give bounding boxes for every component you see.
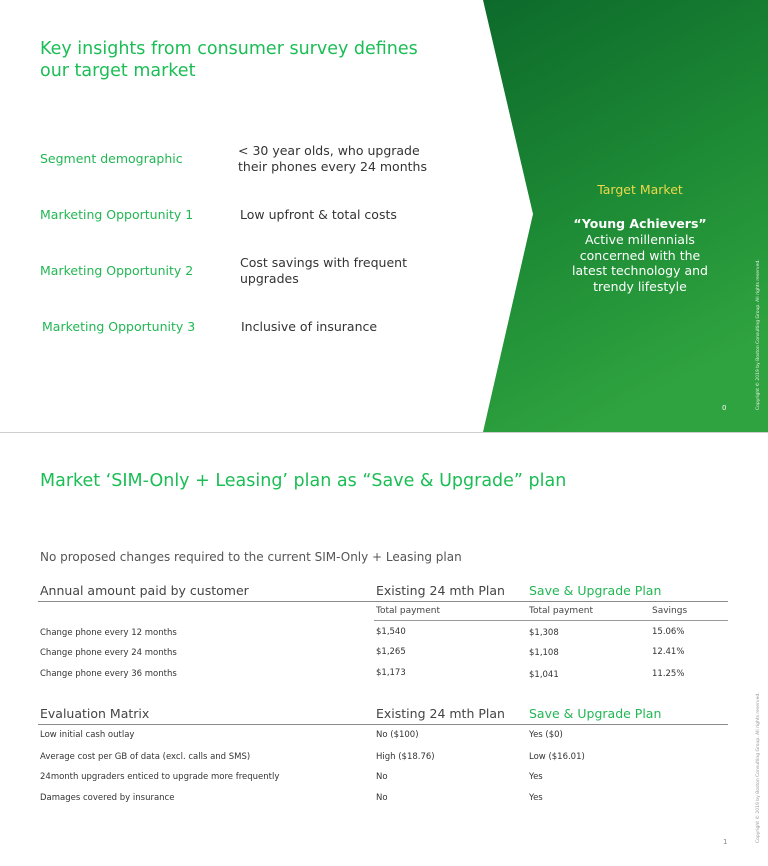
savings-value: 12.41% bbox=[652, 647, 685, 657]
save-value: $1,041 bbox=[529, 670, 559, 680]
segment-demographic-value bbox=[238, 143, 438, 175]
savings-value: 11.25% bbox=[652, 669, 685, 679]
table-rule bbox=[38, 601, 728, 602]
evaluation-matrix-header: Evaluation Matrix bbox=[40, 706, 150, 721]
row-label: Low initial cash outlay bbox=[40, 730, 135, 740]
save-value: Yes bbox=[529, 793, 543, 803]
value-line: upgrades bbox=[240, 271, 299, 286]
save-value: Yes ($0) bbox=[529, 730, 563, 740]
slide-title-line-1: Key insights from consumer survey defines bbox=[40, 39, 418, 59]
existing-value: No bbox=[376, 793, 388, 803]
row-label: Damages covered by insurance bbox=[40, 793, 175, 803]
existing-value: No bbox=[376, 772, 388, 782]
value-line: Low upfront & total costs bbox=[240, 207, 397, 222]
existing-value: High ($18.76) bbox=[376, 752, 435, 762]
row-label: 24month upgraders enticed to upgrade more frequently bbox=[40, 772, 280, 782]
slide-subtitle: No proposed changes required to the current SIM-Only + Leasing plan bbox=[40, 550, 462, 564]
value-line: < 30 year olds, who upgrade bbox=[238, 143, 420, 158]
save-upgrade-plan-header: Save & Upgrade Plan bbox=[529, 583, 662, 598]
segment-demographic-label: Segment demographic bbox=[40, 151, 183, 166]
save-value: $1,108 bbox=[529, 648, 559, 658]
slide-title: Market ‘SIM-Only + Leasing’ plan as “Save & Upgrade” plan bbox=[40, 471, 567, 491]
save-value: Low ($16.01) bbox=[529, 752, 585, 762]
target-segment-name: “Young Achievers” bbox=[573, 216, 707, 231]
marketing-opportunity-2-label: Marketing Opportunity 2 bbox=[40, 263, 194, 278]
value-line: their phones every 24 months bbox=[238, 159, 427, 174]
existing-plan-header: Existing 24 mth Plan bbox=[376, 706, 505, 721]
row-label: Change phone every 12 months bbox=[40, 628, 177, 638]
slide-target-market bbox=[0, 0, 768, 432]
save-upgrade-plan-header: Save & Upgrade Plan bbox=[529, 706, 662, 721]
description-line: trendy lifestyle bbox=[593, 278, 687, 294]
save-value: $1,308 bbox=[529, 628, 559, 638]
slide-title bbox=[40, 38, 418, 82]
existing-plan-header: Existing 24 mth Plan bbox=[376, 583, 505, 598]
existing-value: No ($100) bbox=[376, 730, 419, 740]
subheader-rule bbox=[374, 620, 728, 621]
target-market-heading: Target Market bbox=[597, 182, 683, 197]
table-rule bbox=[38, 724, 728, 725]
existing-total-payment-subheader: Total payment bbox=[376, 606, 440, 616]
target-segment-description bbox=[560, 232, 720, 294]
page-number: 0 bbox=[722, 404, 727, 412]
row-label: Average cost per GB of data (excl. calls and SMS) bbox=[40, 752, 251, 762]
save-total-payment-subheader: Total payment bbox=[529, 606, 593, 616]
description-line: concerned with the bbox=[579, 247, 701, 263]
slide-save-upgrade-plan bbox=[0, 433, 768, 866]
slide-title-line-2: our target market bbox=[40, 61, 196, 81]
savings-subheader: Savings bbox=[652, 606, 688, 616]
marketing-opportunity-1-value bbox=[240, 207, 440, 223]
marketing-opportunity-1-label: Marketing Opportunity 1 bbox=[40, 207, 194, 222]
marketing-opportunity-3-label: Marketing Opportunity 3 bbox=[42, 319, 196, 334]
description-line: Active millennials bbox=[585, 232, 695, 247]
existing-value: $1,265 bbox=[376, 647, 406, 657]
savings-value: 15.06% bbox=[652, 627, 685, 637]
save-value: Yes bbox=[529, 772, 543, 782]
marketing-opportunity-3-value bbox=[241, 319, 441, 335]
row-label: Change phone every 36 months bbox=[40, 669, 177, 679]
value-line: Inclusive of insurance bbox=[241, 319, 378, 334]
copyright-notice: Copyright © 2019 by Boston Consulting Group. All rights reserved. bbox=[756, 259, 761, 410]
existing-value: $1,540 bbox=[376, 627, 406, 637]
existing-value: $1,173 bbox=[376, 668, 406, 678]
row-label: Change phone every 24 months bbox=[40, 648, 177, 658]
page-number: 1 bbox=[723, 838, 728, 846]
copyright-notice: Copyright © 2019 by Boston Consulting Group. All rights reserved. bbox=[756, 692, 761, 843]
annual-amount-header: Annual amount paid by customer bbox=[40, 583, 249, 598]
marketing-opportunity-2-value bbox=[240, 255, 440, 287]
value-line: Cost savings with frequent bbox=[240, 255, 407, 270]
description-line: latest technology and bbox=[571, 263, 708, 278]
